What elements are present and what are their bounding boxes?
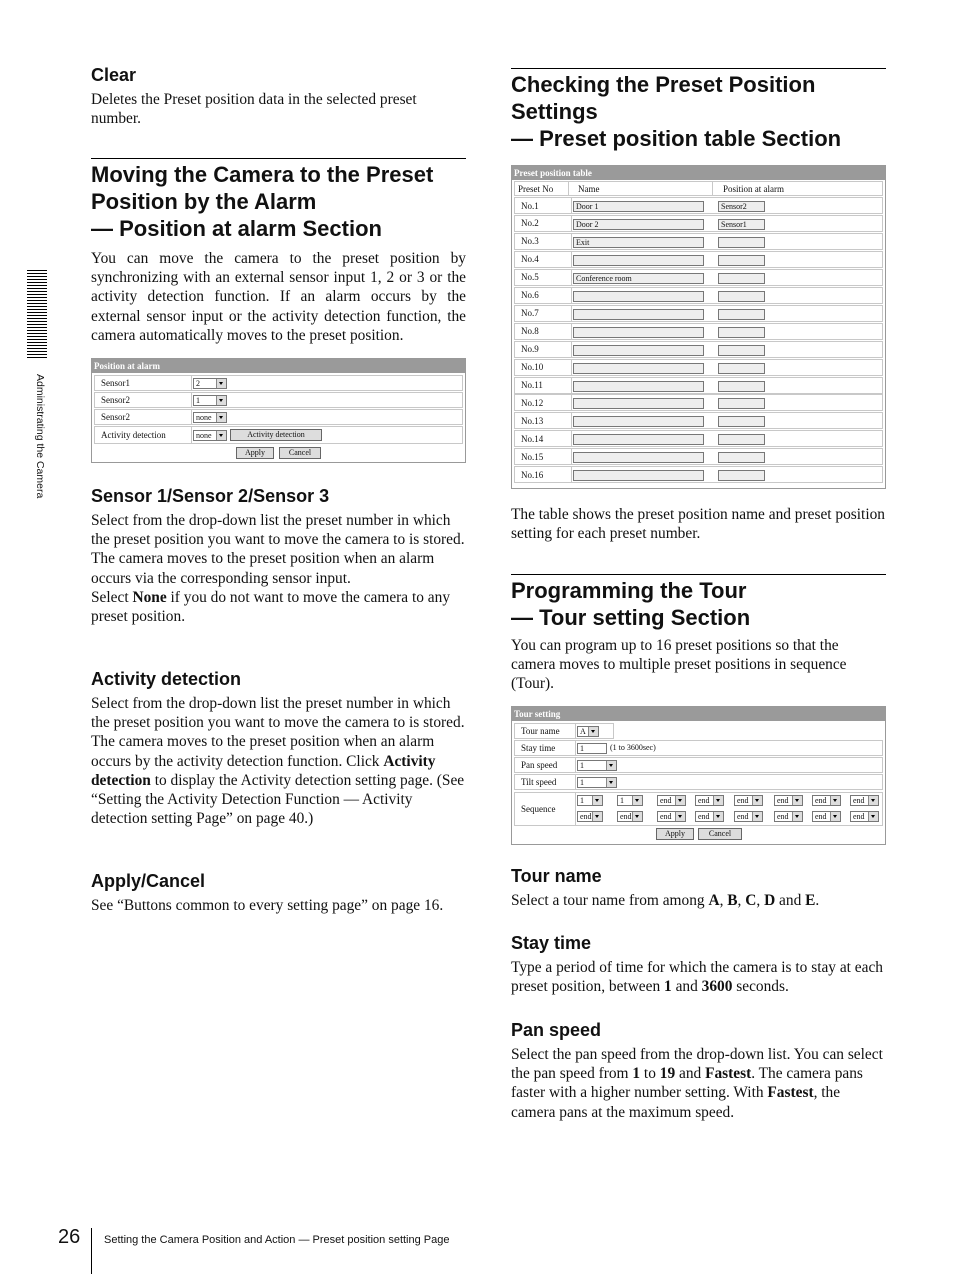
pan-speed-text: Select the pan speed from the drop-down list. You can select the pan speed from 1 to 19 and Fastest. The camera pans faster with a higher number setting. With Fastest, the camera pans at the maximum speed. [511, 1046, 883, 1121]
sequence-select[interactable]: end [734, 795, 763, 806]
tour-name-label: Tour name [515, 724, 576, 738]
chevron-down-icon [592, 796, 602, 805]
sequence-select[interactable]: end [774, 811, 803, 822]
table-row [514, 412, 883, 429]
apply-cancel-text: See “Buttons common to every setting page” on page 16. [91, 897, 444, 914]
table-row [514, 251, 883, 268]
cancel-button[interactable]: Cancel [698, 828, 742, 840]
sequence-select[interactable]: end [695, 795, 724, 806]
page-number: 26 [58, 1226, 81, 1248]
stay-time-heading: Stay time [511, 933, 592, 953]
preset-no-cell: No.1 [515, 198, 572, 213]
tour-setting-panel [511, 706, 886, 845]
sensor1-select[interactable]: 2 [193, 378, 227, 389]
sequence-select[interactable]: 1 [617, 795, 643, 806]
chevron-down-icon [592, 812, 602, 821]
chevron-down-icon [713, 812, 723, 821]
preset-alarm-field[interactable] [718, 345, 765, 356]
chevron-down-icon [632, 812, 642, 821]
preset-alarm-field[interactable] [718, 381, 765, 392]
preset-no-cell: No.10 [515, 360, 572, 375]
preset-alarm-field[interactable]: Sensor1 [718, 219, 765, 230]
apply-button[interactable]: Apply [236, 447, 274, 459]
apply-cancel-heading: Apply/Cancel [91, 871, 206, 891]
tilt-speed-row [514, 774, 883, 790]
chevron-down-icon [752, 812, 762, 821]
alarm-section-heading: Moving the Camera to the Preset Position by the Alarm — Position at alarm Section [91, 158, 466, 242]
preset-no-cell: No.2 [515, 216, 572, 231]
alarm-row [94, 409, 463, 425]
pan-speed-heading: Pan speed [511, 1020, 602, 1040]
stay-time-row [514, 740, 883, 756]
alarm-row-label: Sensor2 [95, 410, 192, 424]
table-row [514, 394, 883, 411]
pan-speed-label: Pan speed [515, 758, 576, 772]
preset-alarm-field[interactable] [718, 309, 765, 320]
preset-alarm-field[interactable] [718, 237, 765, 248]
alarm-section-text: You can move the camera to the preset position by synchronizing with an external sensor input 1, 2 or 3 or the activity detection function. If an alarm occurs by the external sensor input or the activity detection function, the camera automatically moves to the preset position. [91, 250, 466, 344]
preset-no-cell: No.13 [515, 413, 572, 428]
alarm-row [94, 375, 463, 391]
preset-name-field[interactable] [573, 327, 704, 338]
tilt-speed-label: Tilt speed [515, 775, 576, 789]
chevron-down-icon [606, 778, 616, 787]
preset-name-field[interactable] [573, 255, 704, 266]
chevron-down-icon [868, 796, 878, 805]
alarm-row-label: Sensor1 [95, 376, 192, 390]
sequence-select[interactable]: end [734, 811, 763, 822]
preset-no-cell: No.6 [515, 288, 572, 303]
panel-title: Position at alarm [92, 359, 465, 373]
activity-detection-select[interactable]: none [193, 430, 227, 441]
tour-name-heading: Tour name [511, 866, 602, 886]
tilt-speed-select[interactable]: 1 [577, 777, 617, 788]
alarm-row-label: Activity detection [95, 427, 192, 443]
table-row [514, 341, 883, 358]
sequence-label: Sequence [515, 793, 576, 825]
sensor-text: Select from the drop-down list the preset number in which the preset position you want to move the camera to is stored. The camera moves to the preset position when an alarm occurs via the corresponding sensor input. Select None if you do not want to move the camera to any preset position. [91, 512, 465, 626]
sequence-select[interactable]: 1 [577, 795, 603, 806]
preset-name-field[interactable] [573, 291, 704, 302]
table-row [514, 269, 883, 286]
preset-alarm-field[interactable] [718, 416, 765, 427]
preset-name-field[interactable]: Exit [573, 237, 704, 248]
sequence-select[interactable]: end [695, 811, 724, 822]
preset-position-table [511, 165, 886, 489]
apply-button[interactable]: Apply [656, 828, 694, 840]
table-text: The table shows the preset position name and preset position setting for each preset number. [511, 506, 885, 543]
preset-no-cell: No.7 [515, 306, 572, 321]
alarm-row-label: Sensor2 [95, 393, 192, 407]
preset-no-cell: No.15 [515, 449, 572, 464]
chevron-down-icon [216, 396, 226, 405]
activity-text: Select from the drop-down list the preset number in which the preset position you want to move the camera to is stored. The camera moves to the preset position when an alarm occurs by the activity detection function. Click Activity detection to display the Activity detection setting page. (See “Setting the Activity Detection Function — Activity detection setting Page” on page 40.) [91, 695, 465, 828]
clear-text: Deletes the Preset position data in the selected preset number. [91, 91, 417, 128]
chevron-down-icon [675, 796, 685, 805]
alarm-row [94, 426, 463, 444]
table-header-row [514, 181, 883, 196]
sequence-select[interactable]: end [617, 811, 643, 822]
sequence-select[interactable]: end [774, 795, 803, 806]
sequence-select[interactable]: end [657, 811, 686, 822]
side-tab-marker [27, 270, 47, 358]
preset-alarm-field[interactable] [718, 398, 765, 409]
chevron-down-icon [830, 796, 840, 805]
preset-alarm-field[interactable] [718, 273, 765, 284]
preset-alarm-field[interactable] [718, 255, 765, 266]
preset-no-cell: No.8 [515, 324, 572, 339]
sequence-select[interactable]: end [577, 811, 603, 822]
footer-divider [91, 1228, 92, 1274]
tour-section-heading: Programming the Tour — Tour setting Section [511, 574, 886, 631]
chevron-down-icon [830, 812, 840, 821]
preset-no-cell: No.11 [515, 378, 572, 393]
preset-name-field[interactable] [573, 452, 704, 463]
activity-detection-button[interactable]: Activity detection [230, 429, 322, 441]
chevron-down-icon [216, 431, 226, 440]
table-row [514, 215, 883, 232]
preset-name-field[interactable] [573, 398, 704, 409]
preset-name-field[interactable] [573, 434, 704, 445]
sequence-select[interactable]: end [812, 795, 841, 806]
tour-name-select[interactable]: A [577, 726, 599, 737]
chevron-down-icon [675, 812, 685, 821]
preset-alarm-field[interactable] [718, 327, 765, 338]
preset-alarm-field[interactable] [718, 363, 765, 374]
preset-no-cell: No.12 [515, 395, 572, 410]
alarm-row [94, 392, 463, 408]
preset-name-field[interactable] [573, 363, 704, 374]
clear-heading: Clear [91, 65, 137, 85]
tour-section-text: You can program up to 16 preset positions so that the camera moves to multiple preset positions in sequence (Tour). [511, 637, 847, 693]
chevron-down-icon [216, 379, 226, 388]
preset-no-cell: No.9 [515, 342, 572, 357]
sequence-select[interactable]: end [812, 811, 841, 822]
tour-name-row [514, 723, 614, 739]
pan-speed-row [514, 757, 883, 773]
preset-no-cell: No.5 [515, 270, 572, 285]
preset-name-field[interactable] [573, 345, 704, 356]
chevron-down-icon [588, 727, 598, 736]
preset-alarm-field[interactable] [718, 291, 765, 302]
sequence-select[interactable]: end [850, 811, 879, 822]
side-tab-label: Administrating the Camera [34, 374, 46, 499]
header-position-at-alarm: Position at alarm [723, 183, 784, 194]
preset-no-cell: No.16 [515, 467, 572, 482]
table-row [514, 448, 883, 465]
preset-name-field[interactable] [573, 470, 704, 481]
preset-name-field[interactable]: Door 1 [573, 201, 704, 212]
chevron-down-icon [868, 812, 878, 821]
header-preset-no: Preset No [515, 182, 569, 195]
table-row [514, 323, 883, 340]
table-row [514, 305, 883, 322]
sensor2-select[interactable]: 1 [193, 395, 227, 406]
chevron-down-icon [713, 796, 723, 805]
activity-heading: Activity detection [91, 669, 242, 689]
stay-time-hint: (1 to 3600sec) [610, 743, 656, 752]
chevron-down-icon [216, 413, 226, 422]
tour-name-text: Select a tour name from among A, B, C, D and E. [511, 892, 820, 909]
preset-name-field[interactable]: Conference room [573, 273, 704, 284]
chevron-down-icon [752, 796, 762, 805]
stay-time-input[interactable]: 1 [577, 743, 607, 754]
preset-alarm-field[interactable] [718, 452, 765, 463]
preset-alarm-field[interactable] [718, 470, 765, 481]
preset-no-cell: No.4 [515, 252, 572, 267]
panel-title: Preset position table [512, 166, 885, 180]
preset-name-field[interactable] [573, 309, 704, 320]
sequence-row [514, 792, 883, 826]
preset-name-field[interactable] [573, 381, 704, 392]
preset-alarm-field[interactable]: Sensor2 [718, 201, 765, 212]
chevron-down-icon [606, 761, 616, 770]
table-row [514, 466, 883, 483]
sensor3-select[interactable]: none [193, 412, 227, 423]
sequence-select[interactable]: end [850, 795, 879, 806]
chevron-down-icon [792, 796, 802, 805]
table-row [514, 359, 883, 376]
preset-name-field[interactable]: Door 2 [573, 219, 704, 230]
stay-time-label: Stay time [515, 741, 576, 755]
chevron-down-icon [792, 812, 802, 821]
panel-title: Tour setting [512, 707, 885, 721]
position-at-alarm-panel [91, 358, 466, 463]
pan-speed-select[interactable]: 1 [577, 760, 617, 771]
sensor-heading: Sensor 1/Sensor 2/Sensor 3 [91, 486, 330, 506]
table-row [514, 430, 883, 447]
preset-no-cell: No.14 [515, 431, 572, 446]
table-row [514, 287, 883, 304]
stay-time-text: Type a period of time for which the camera is to stay at each preset position, between 1 and 3600 seconds. [511, 959, 883, 996]
preset-name-field[interactable] [573, 416, 704, 427]
table-row [514, 197, 883, 214]
table-row [514, 233, 883, 250]
sequence-select[interactable]: end [657, 795, 686, 806]
footer-text: Setting the Camera Position and Action — Preset position setting Page [104, 1234, 450, 1246]
check-preset-heading: Checking the Preset Position Settings — Preset position table Section [511, 68, 886, 152]
preset-no-cell: No.3 [515, 234, 572, 249]
chevron-down-icon [632, 796, 642, 805]
header-name: Name [572, 182, 713, 195]
cancel-button[interactable]: Cancel [279, 447, 321, 459]
preset-alarm-field[interactable] [718, 434, 765, 445]
table-row [514, 377, 883, 394]
